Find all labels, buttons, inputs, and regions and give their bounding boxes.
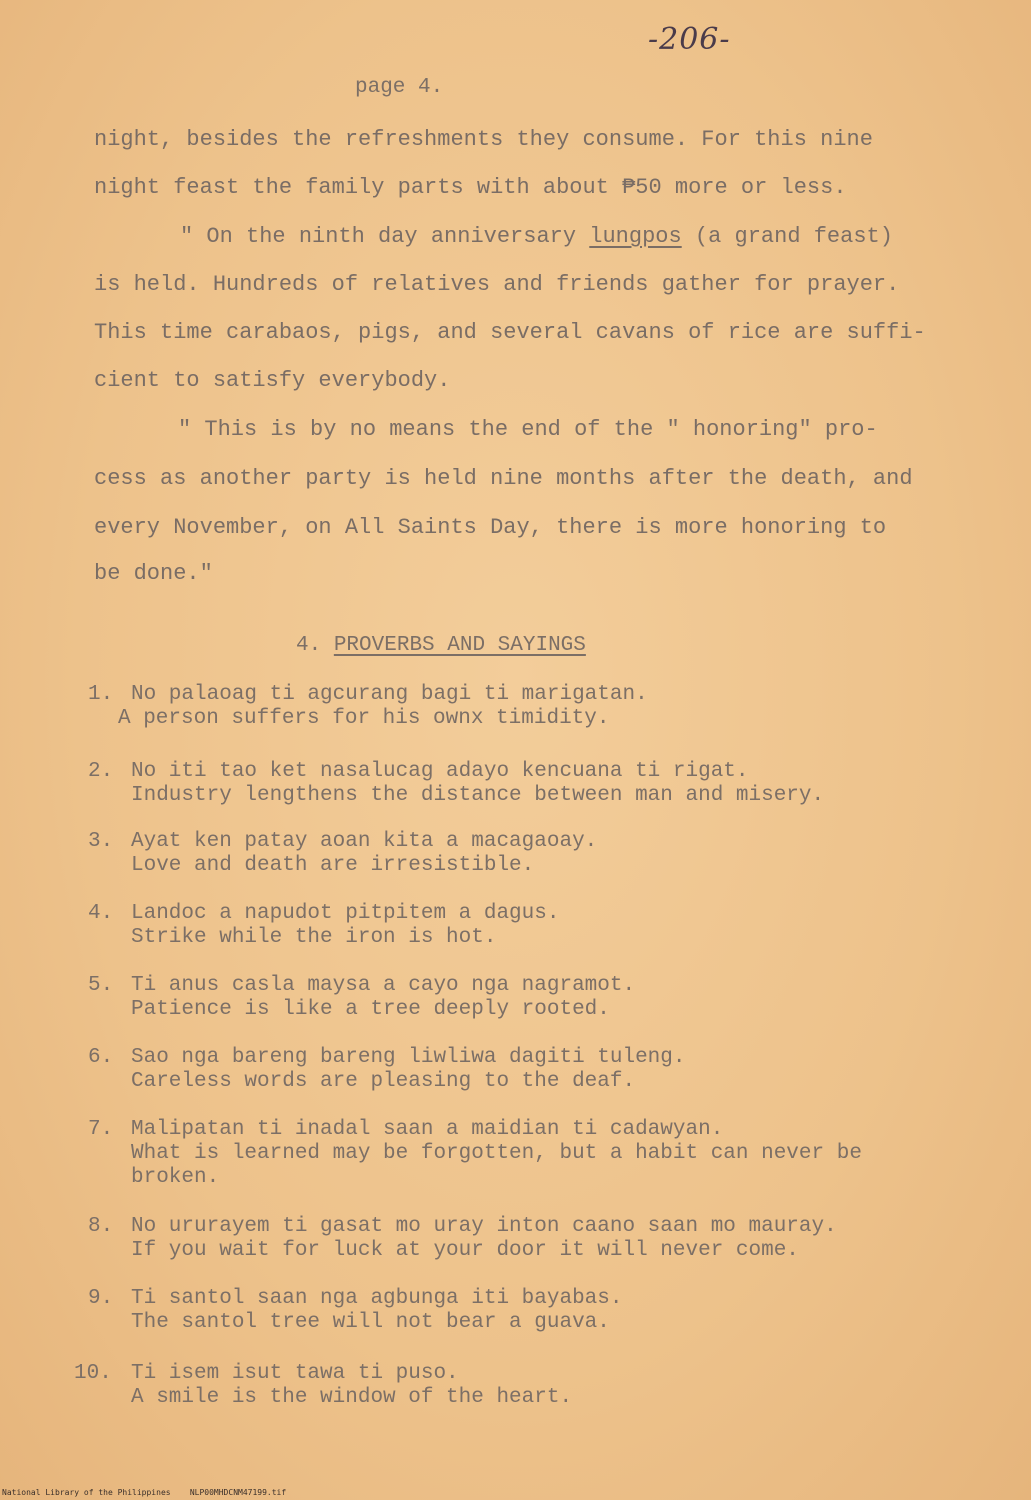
proverb-number: 6. bbox=[88, 1046, 114, 1069]
proverb-ilocano: Ti anus casla maysa a cayo nga nagramot. bbox=[131, 974, 636, 997]
proverb-english: Love and death are irresistible. bbox=[131, 854, 535, 877]
proverb-english: A smile is the window of the heart. bbox=[131, 1386, 573, 1409]
underlined-term: lungpos bbox=[589, 224, 682, 249]
handwritten-page-number: -206- bbox=[648, 22, 731, 57]
proverb-number: 5. bbox=[88, 974, 114, 997]
section-heading bbox=[296, 634, 586, 657]
body-line-2: night feast the family parts with about ₱50 more or less. bbox=[94, 175, 847, 200]
proverb-number: 10. bbox=[74, 1362, 112, 1385]
proverb-number: 3. bbox=[88, 830, 114, 853]
proverb-ilocano: No ururayem ti gasat mo uray inton caano saan mo mauray. bbox=[131, 1215, 837, 1238]
body-line-7: " This is by no means the end of the " honoring" pro- bbox=[178, 417, 878, 442]
proverb-number: 8. bbox=[88, 1215, 114, 1238]
proverb-ilocano: Ti isem isut tawa ti puso. bbox=[131, 1362, 459, 1385]
body-line-9: every November, on All Saints Day, there is more honoring to bbox=[94, 515, 887, 540]
proverb-ilocano: Landoc a napudot pitpitem a dagus. bbox=[131, 902, 560, 925]
body-line-4: is held. Hundreds of relatives and friends gather for prayer. bbox=[94, 272, 900, 297]
proverb-number: 2. bbox=[88, 760, 114, 783]
section-title: PROVERBS AND SAYINGS bbox=[333, 634, 586, 657]
proverb-english: Strike while the iron is hot. bbox=[131, 926, 497, 949]
body-line-10: be done." bbox=[94, 561, 213, 586]
body-line-5: This time carabaos, pigs, and several cavans of rice are suffi- bbox=[94, 320, 926, 345]
proverb-ilocano: No iti tao ket nasalucag adayo kencuana ti rigat. bbox=[131, 760, 749, 783]
body-line-1: night, besides the refreshments they consume. For this nine bbox=[94, 127, 873, 152]
body-line-8: cess as another party is held nine months after the death, and bbox=[94, 466, 913, 491]
proverb-ilocano: Sao nga bareng bareng liwliwa dagiti tuleng. bbox=[131, 1046, 686, 1069]
proverb-ilocano: Ayat ken patay aoan kita a macagaoay. bbox=[131, 830, 598, 853]
page-label: page 4. bbox=[355, 76, 444, 99]
proverb-number: 1. bbox=[88, 683, 114, 706]
proverb-number: 4. bbox=[88, 902, 114, 925]
proverb-english: What is learned may be forgotten, but a habit can never be bbox=[131, 1142, 862, 1165]
proverb-number: 9. bbox=[88, 1287, 114, 1310]
proverb-ilocano: Malipatan ti inadal saan a maidian ti cadawyan. bbox=[131, 1118, 724, 1141]
section-number: 4. bbox=[296, 634, 322, 657]
archive-footer: National Library of the Philippines NLP00MHDCNM47199.tif bbox=[2, 1488, 287, 1497]
proverb-english: The santol tree will not bear a guava. bbox=[131, 1311, 610, 1334]
proverb-english: A person suffers for his ownx timidity. bbox=[118, 707, 610, 730]
proverb-english: Patience is like a tree deeply rooted. bbox=[131, 998, 610, 1021]
body-line-6: cient to satisfy everybody. bbox=[94, 368, 451, 393]
proverb-english: If you wait for luck at your door it will never come. bbox=[131, 1239, 799, 1262]
proverb-number: 7. bbox=[88, 1118, 114, 1141]
proverb-ilocano: Ti santol saan nga agbunga iti bayabas. bbox=[131, 1287, 623, 1310]
proverb-english: Careless words are pleasing to the deaf. bbox=[131, 1070, 636, 1093]
proverb-english: Industry lengthens the distance between man and misery. bbox=[131, 784, 825, 807]
body-line-3 bbox=[180, 224, 893, 249]
proverb-english-continued: broken. bbox=[131, 1166, 220, 1189]
proverb-ilocano: No palaoag ti agcurang bagi ti marigatan. bbox=[131, 683, 648, 706]
body-line-3-tail: (a grand feast) bbox=[681, 224, 893, 249]
body-line-3-head: " On the ninth day anniversary bbox=[180, 224, 590, 249]
